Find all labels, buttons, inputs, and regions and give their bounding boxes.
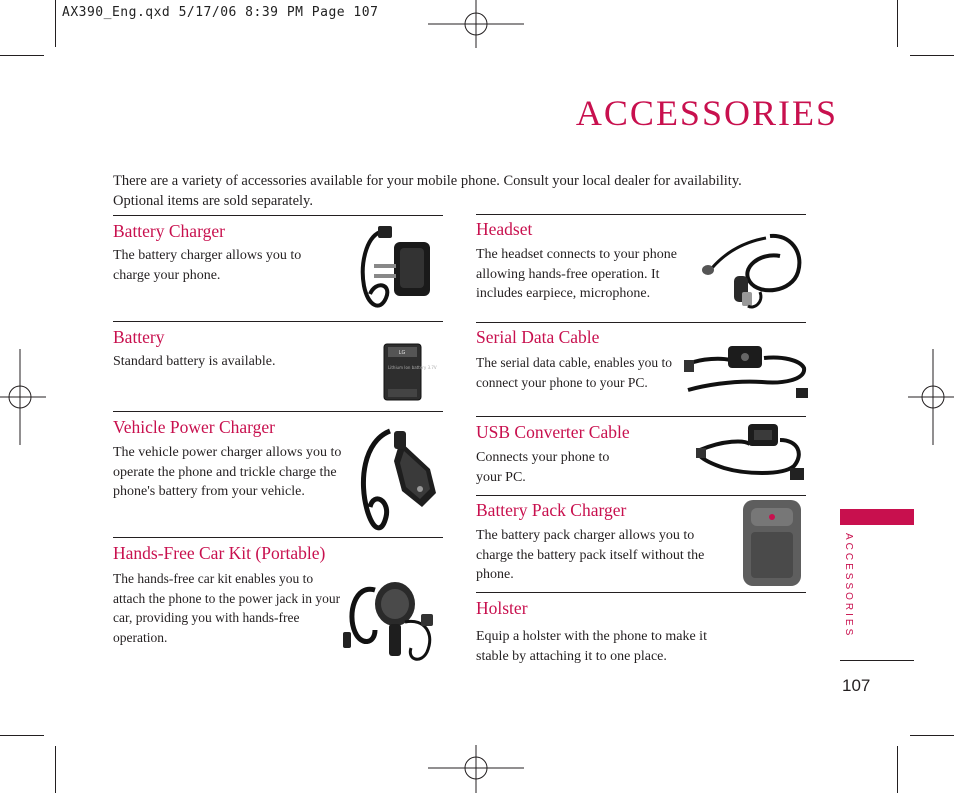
- vehicle-power-charger-title: Vehicle Power Charger: [113, 417, 275, 437]
- divider: [113, 321, 443, 322]
- divider: [113, 537, 443, 538]
- vehicle-power-charger-text: The vehicle power charger allows you to operate the phone and trickle charge the phone's battery from your vehicle.: [113, 445, 342, 500]
- divider: [476, 416, 806, 417]
- registration-mark-right: [906, 349, 954, 445]
- divider: [476, 214, 806, 215]
- page-number: 107: [842, 676, 871, 695]
- hands-free-car-kit-title: Hands-Free Car Kit (Portable): [113, 543, 326, 563]
- holster-text: Equip a holster with the phone to make it stable by attaching it to one place.: [476, 629, 707, 664]
- section-tab-label: ACCESSORIES: [843, 533, 854, 639]
- holster-title: Holster: [476, 598, 528, 618]
- headset-image: [700, 222, 806, 314]
- section-tab-bar: [840, 509, 914, 525]
- battery-pack-charger-image: [741, 498, 803, 588]
- serial-data-cable-title: Serial Data Cable: [476, 327, 600, 347]
- usb-converter-cable-title: USB Converter Cable: [476, 422, 630, 442]
- file-slug: AX390_Eng.qxd 5/17/06 8:39 PM Page 107: [62, 5, 379, 20]
- usb-converter-cable-text: Connects your phone to your PC.: [476, 450, 610, 485]
- hands-free-car-kit-image: [335, 574, 443, 670]
- divider: [113, 215, 443, 216]
- vehicle-power-charger-image: [360, 421, 440, 533]
- headset-title: Headset: [476, 219, 533, 239]
- battery-charger-title: Battery Charger: [113, 221, 225, 241]
- headset-text: The headset connects to your phone allowing hands-free operation. It includes earpiece, microphone.: [476, 247, 677, 302]
- divider: [476, 592, 806, 593]
- usb-converter-cable-image: [694, 420, 806, 488]
- serial-data-cable-image: [682, 338, 808, 402]
- battery-charger-image: [356, 224, 442, 316]
- divider: [476, 495, 806, 496]
- battery-label: Lithium Ion battery 3.7V: [388, 365, 437, 370]
- battery-text: Standard battery is available.: [113, 354, 276, 369]
- divider: [840, 660, 914, 661]
- divider: [476, 322, 806, 323]
- battery-pack-charger-title: Battery Pack Charger: [476, 500, 627, 520]
- intro-text: There are a variety of accessories available for your mobile phone. Consult your local dealer for availability. Optional items are sold separately.: [113, 173, 742, 209]
- serial-data-cable-text: The serial data cable, enables you to connect your phone to your PC.: [476, 355, 673, 390]
- battery-image: [383, 343, 437, 401]
- battery-brand: LG: [398, 350, 406, 356]
- battery-charger-text: The battery charger allows you to charge your phone.: [113, 248, 302, 283]
- divider: [113, 411, 443, 412]
- registration-mark-bottom: [428, 745, 528, 793]
- battery-title: Battery: [113, 327, 165, 347]
- battery-pack-charger-text: The battery pack charger allows you to charge the battery pack itself without the phone.: [476, 528, 705, 583]
- hands-free-car-kit-text: The hands-free car kit enables you to attach the phone to the power jack in your car, providing you with hands-free operation.: [113, 571, 341, 646]
- registration-mark-left: [0, 349, 48, 445]
- registration-mark-top: [428, 0, 528, 50]
- page-title: ACCESSORIES: [575, 93, 838, 133]
